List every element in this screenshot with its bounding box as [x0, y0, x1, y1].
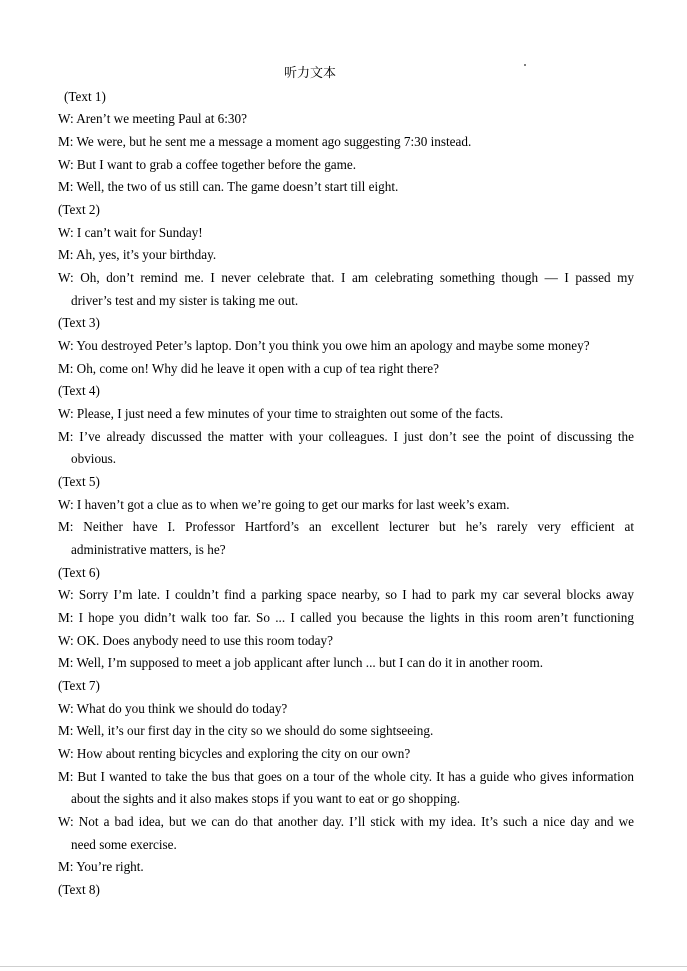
- dialogue-line: M: I hope you didn’t walk too far. So ... I called you because the lights in this room aren’t functioning: [58, 610, 634, 625]
- dialogue-line: W: Oh, don’t remind me. I never celebrate that. I am celebrating something though — I passed my: [58, 270, 634, 285]
- dialogue-line: W: Sorry I’m late. I couldn’t find a parking space nearby, so I had to park my car several blocks away: [58, 587, 634, 602]
- dialogue-line-continuation: obvious.: [71, 451, 117, 466]
- dialogue-line: W: Please, I just need a few minutes of your time to straighten out some of the facts.: [58, 406, 504, 421]
- dialogue-line: M: We were, but he sent me a message a moment ago suggesting 7:30 instead.: [58, 134, 472, 149]
- section-label: (Text 8): [58, 882, 100, 897]
- page-bottom-edge: [0, 966, 687, 967]
- dialogue-line: W: I haven’t got a clue as to when we’re going to get our marks for last week’s exam.: [58, 497, 510, 512]
- dialogue-line: M: Neither have I. Professor Hartford’s an excellent lecturer but he’s rarely very efficient at: [58, 519, 634, 534]
- dialogue-line: M: Well, it’s our first day in the city so we should do some sightseeing.: [58, 723, 434, 738]
- page-title: 听力文本: [283, 66, 336, 81]
- dialogue-line: W: What do you think we should do today?: [58, 701, 288, 716]
- dialogue-line: M: Well, I’m supposed to meet a job applicant after lunch ... but I can do it in another room.: [58, 655, 544, 670]
- dialogue-line: M: But I wanted to take the bus that goes on a tour of the whole city. It has a guide who gives information: [58, 769, 634, 784]
- section-label: (Text 1): [64, 89, 106, 104]
- section-label: (Text 3): [58, 315, 100, 330]
- dialogue-line: W: You destroyed Peter’s laptop. Don’t you think you owe him an apology and maybe some money?: [58, 338, 590, 353]
- dialogue-line: W: I can’t wait for Sunday!: [58, 225, 203, 240]
- section-label: (Text 5): [58, 474, 100, 489]
- dialogue-line-continuation: driver’s test and my sister is taking me out.: [71, 293, 299, 308]
- dialogue-line-continuation: about the sights and it also makes stops if you want to eat or go shopping.: [71, 791, 460, 806]
- dialogue-line: W: Not a bad idea, but we can do that another day. I’ll stick with my idea. It’s such a nice day and we: [58, 814, 634, 829]
- dialogue-line: W: How about renting bicycles and exploring the city on our own?: [58, 746, 411, 761]
- dialogue-line: W: But I want to grab a coffee together before the game.: [58, 157, 357, 172]
- dialogue-line-continuation: administrative matters, is he?: [71, 542, 226, 557]
- section-label: (Text 7): [58, 678, 100, 693]
- dialogue-line: M: You’re right.: [58, 859, 144, 874]
- section-label: (Text 2): [58, 202, 100, 217]
- dialogue-line: M: Well, the two of us still can. The game doesn’t start till eight.: [58, 179, 399, 194]
- dialogue-line: M: Oh, come on! Why did he leave it open with a cup of tea right there?: [58, 361, 439, 376]
- dialogue-line: M: Ah, yes, it’s your birthday.: [58, 247, 217, 262]
- section-label: (Text 4): [58, 383, 100, 398]
- dialogue-line: W: OK. Does anybody need to use this room today?: [58, 633, 333, 648]
- section-label: (Text 6): [58, 565, 100, 580]
- dialogue-line: M: I’ve already discussed the matter with your colleagues. I just don’t see the point of discussing the: [58, 429, 634, 444]
- dialogue-line-continuation: need some exercise.: [71, 837, 177, 852]
- dialogue-line: W: Aren’t we meeting Paul at 6:30?: [58, 111, 247, 126]
